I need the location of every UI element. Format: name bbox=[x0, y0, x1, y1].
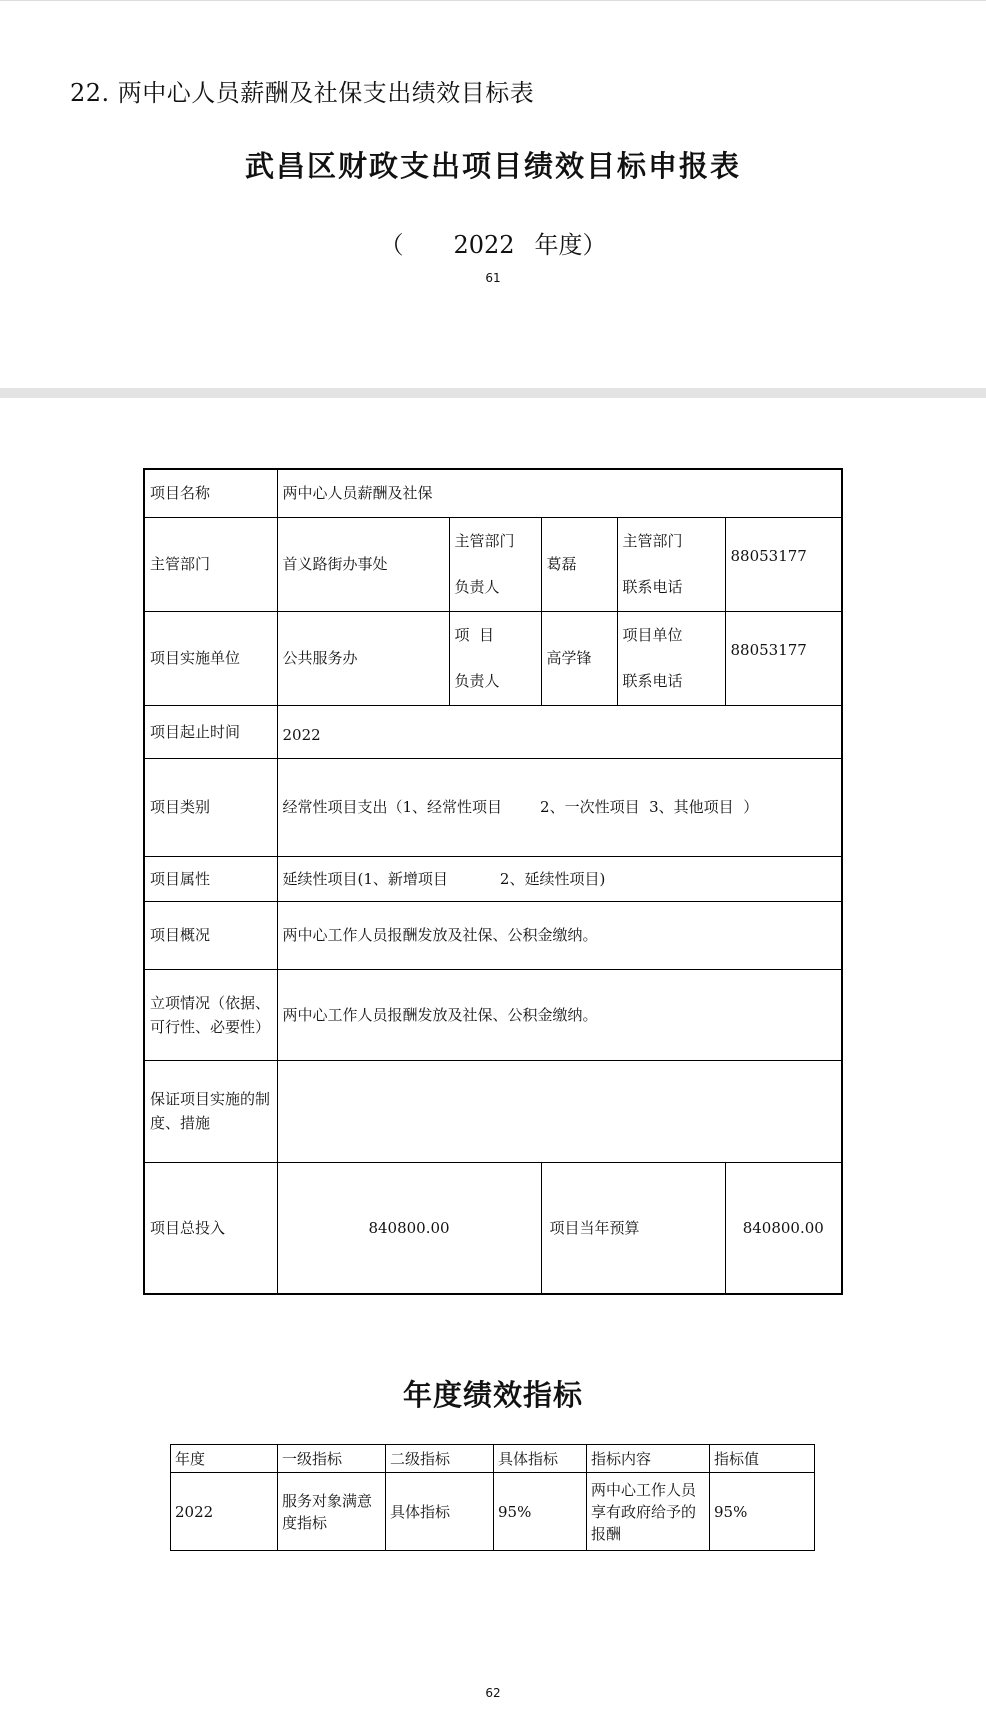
header-specific: 具体指标 bbox=[494, 1445, 587, 1473]
year-close: 年度） bbox=[534, 231, 607, 259]
indicators-title: 年度绩效指标 bbox=[402, 1378, 583, 1412]
label-unit: 项目实施单位 bbox=[144, 611, 277, 705]
label-overview: 项目概况 bbox=[144, 901, 277, 969]
header-level2: 二级指标 bbox=[386, 1445, 494, 1473]
label-budget: 项目当年预算 bbox=[541, 1162, 725, 1294]
page-number: 61 bbox=[485, 271, 501, 285]
row-project-name bbox=[144, 469, 842, 517]
cell-level2: 具体指标 bbox=[386, 1473, 494, 1551]
value-project-name: 两中心人员薪酬及社保 bbox=[277, 469, 842, 517]
cell-value: 95% bbox=[710, 1473, 815, 1551]
row-basis bbox=[144, 969, 842, 1060]
value-basis: 两中心工作人员报酬发放及社保、公积金缴纳。 bbox=[277, 969, 842, 1060]
value-guarantee bbox=[277, 1060, 842, 1162]
value-dept: 首义路街办事处 bbox=[277, 517, 449, 611]
row-total bbox=[144, 1162, 842, 1294]
value-dept-phone: 88053177 bbox=[725, 517, 842, 611]
label-unit-phone-1: 项目单位 bbox=[622, 626, 683, 644]
value-unit-head: 高学锋 bbox=[541, 611, 617, 705]
label-guarantee: 保证项目实施的制度、措施 bbox=[144, 1060, 277, 1162]
cell-level1: 服务对象满意度指标 bbox=[278, 1473, 386, 1551]
page-separator bbox=[0, 388, 986, 398]
row-unit bbox=[144, 611, 842, 705]
label-unit-phone bbox=[617, 611, 725, 705]
row-attribute bbox=[144, 856, 842, 901]
label-attribute: 项目属性 bbox=[144, 856, 277, 901]
header-content: 指标内容 bbox=[587, 1445, 710, 1473]
value-dept-head: 葛磊 bbox=[541, 517, 617, 611]
year-line bbox=[0, 225, 986, 260]
label-unit-head-2: 负责人 bbox=[454, 672, 500, 690]
value-total: 840800.00 bbox=[277, 1162, 541, 1294]
label-dept-phone bbox=[617, 517, 725, 611]
label-unit-phone-2: 联系电话 bbox=[622, 672, 683, 690]
label-basis: 立项情况（依据、可行性、必要性） bbox=[144, 969, 277, 1060]
cell-specific: 95% bbox=[494, 1473, 587, 1551]
value-budget: 840800.00 bbox=[725, 1162, 842, 1294]
project-form-table bbox=[143, 468, 843, 1295]
label-total: 项目总投入 bbox=[144, 1162, 277, 1294]
category-part-b: 2、一次性项目 3、其他项目 ） bbox=[540, 798, 759, 816]
value-unit: 公共服务办 bbox=[277, 611, 449, 705]
cell-content: 两中心工作人员享有政府给予的报酬 bbox=[587, 1473, 710, 1551]
label-dept: 主管部门 bbox=[144, 517, 277, 611]
table-row bbox=[171, 1473, 815, 1551]
row-guarantee bbox=[144, 1060, 842, 1162]
page-62 bbox=[0, 398, 986, 1722]
year-open: （ bbox=[379, 231, 404, 259]
label-category: 项目类别 bbox=[144, 758, 277, 856]
label-dept-head-2: 负责人 bbox=[454, 578, 500, 596]
label-dept-head bbox=[449, 517, 541, 611]
value-overview: 两中心工作人员报酬发放及社保、公积金缴纳。 bbox=[277, 901, 842, 969]
value-category bbox=[277, 758, 842, 856]
row-category bbox=[144, 758, 842, 856]
label-unit-head bbox=[449, 611, 541, 705]
page-61 bbox=[0, 0, 986, 389]
header-value: 指标值 bbox=[710, 1445, 815, 1473]
page-number: 62 bbox=[485, 1686, 501, 1700]
row-dept bbox=[144, 517, 842, 611]
indicators-header-row bbox=[171, 1445, 815, 1473]
value-unit-phone: 88053177 bbox=[725, 611, 842, 705]
row-overview bbox=[144, 901, 842, 969]
header-level1: 一级指标 bbox=[278, 1445, 386, 1473]
header-year: 年度 bbox=[171, 1445, 278, 1473]
row-period bbox=[144, 705, 842, 758]
label-unit-head-1: 项 目 bbox=[454, 626, 495, 644]
form-main-title: 武昌区财政支出项目绩效目标申报表 bbox=[244, 149, 741, 183]
value-attribute bbox=[277, 856, 842, 901]
label-period: 项目起止时间 bbox=[144, 705, 277, 758]
label-dept-head-1: 主管部门 bbox=[454, 532, 515, 550]
cell-year: 2022 bbox=[171, 1473, 278, 1551]
value-period: 2022 bbox=[277, 705, 842, 758]
indicators-table bbox=[170, 1444, 815, 1551]
category-part-a: 经常性项目支出（1、经常性项目 bbox=[282, 798, 503, 816]
label-dept-phone-2: 联系电话 bbox=[622, 578, 683, 596]
label-dept-phone-1: 主管部门 bbox=[622, 532, 683, 550]
section-title: 22. 两中心人员薪酬及社保支出绩效目标表 bbox=[70, 79, 535, 107]
attribute-part-b: 2、延续性项目) bbox=[499, 869, 606, 888]
attribute-part-a: 延续性项目(1、新增项目 bbox=[282, 869, 448, 888]
label-project-name: 项目名称 bbox=[144, 469, 277, 517]
year-value: 2022 bbox=[453, 231, 515, 259]
